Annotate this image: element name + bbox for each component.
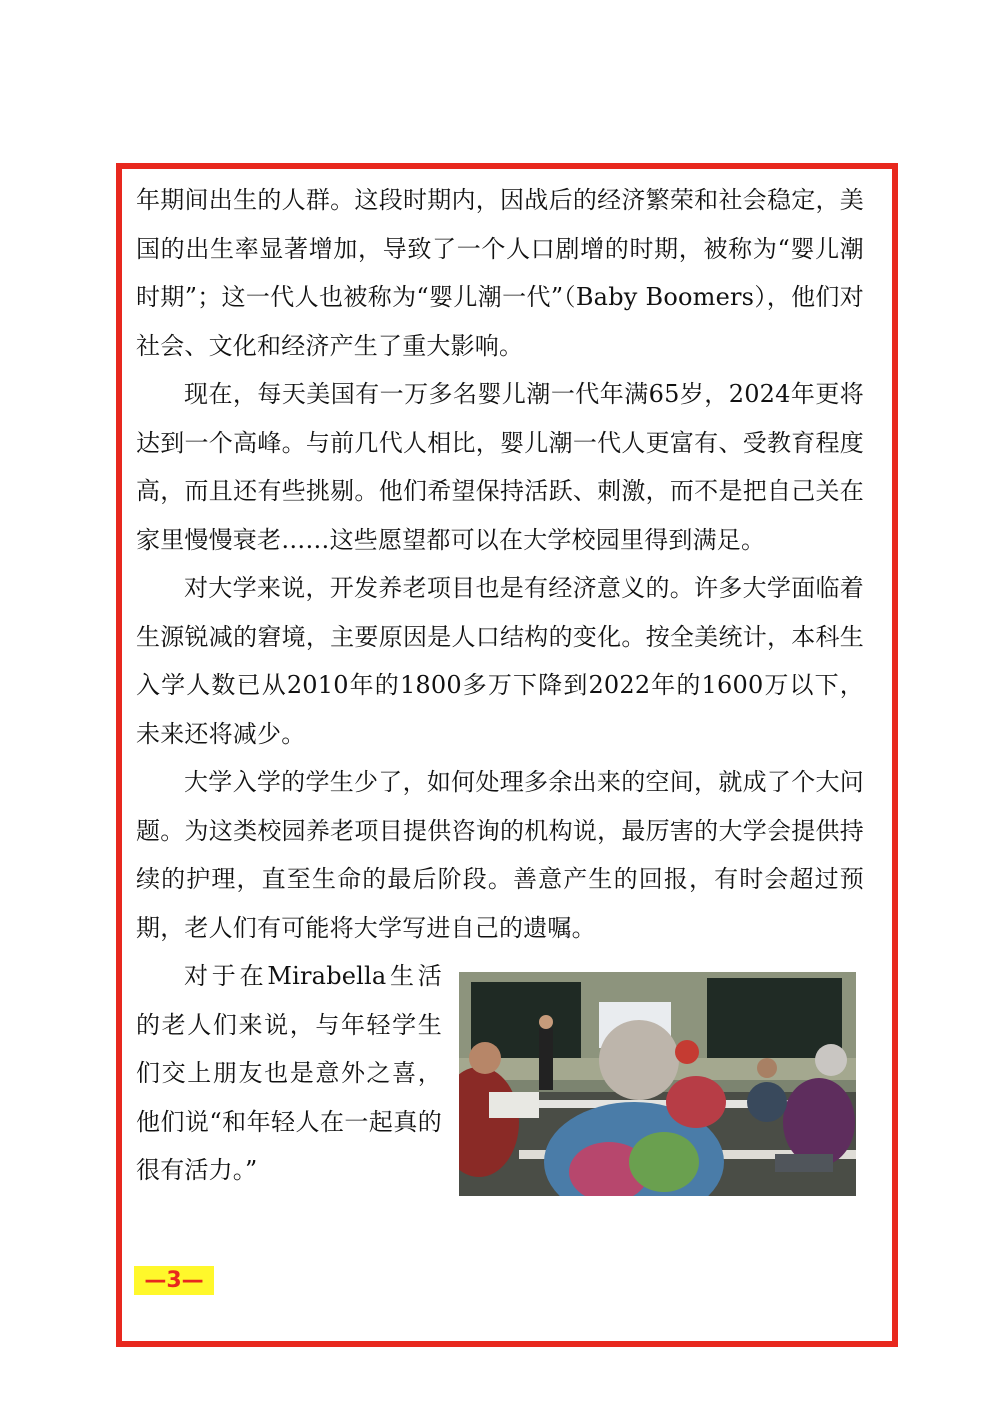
paragraph-1: 年期间出生的人群。这段时期内，因战后的经济繁荣和社会稳定，美国的出生率显著增加，导致了一个人口剧增的时期，被称为“婴儿潮时期”；这一代人也被称为“婴儿潮一代”（Baby Boomers），他们对社会、文化和经济产生了重大影响。 [136,186,864,360]
paragraph-5: 对于在Mirabella生活的老人们来说，与年轻学生们交上朋友也是意外之喜，他们说“和年轻人在一起真的很有活力。” [136,962,442,1184]
paragraph-2: 现在，每天美国有一万多名婴儿潮一代年满65岁，2024年更将达到一个高峰。与前几代人相比，婴儿潮一代人更富有、受教育程度高，而且还有些挑剔。他们希望保持活跃、刺激，而不是把自己关在家里慢慢衰老……这些愿望都可以在大学校园里得到满足。 [136,380,864,554]
classroom-photo [459,972,856,1196]
paragraph-3: 对大学来说，开发养老项目也是有经济意义的。许多大学面临着生源锐减的窘境，主要原因是人口结构的变化。按全美统计，本科生入学人数已从2010年的1800多万下降到2022年的1600万以下，未来还将减少。 [136,574,864,748]
paragraph-4: 大学入学的学生少了，如何处理多余出来的空间，就成了个大问题。为这类校园养老项目提供咨询的机构说，最厉害的大学会提供持续的护理，直至生命的最后阶段。善意产生的回报，有时会超过预期，老人们有可能将大学写进自己的遗嘱。 [136,768,864,942]
page-number: —3— [134,1266,214,1295]
